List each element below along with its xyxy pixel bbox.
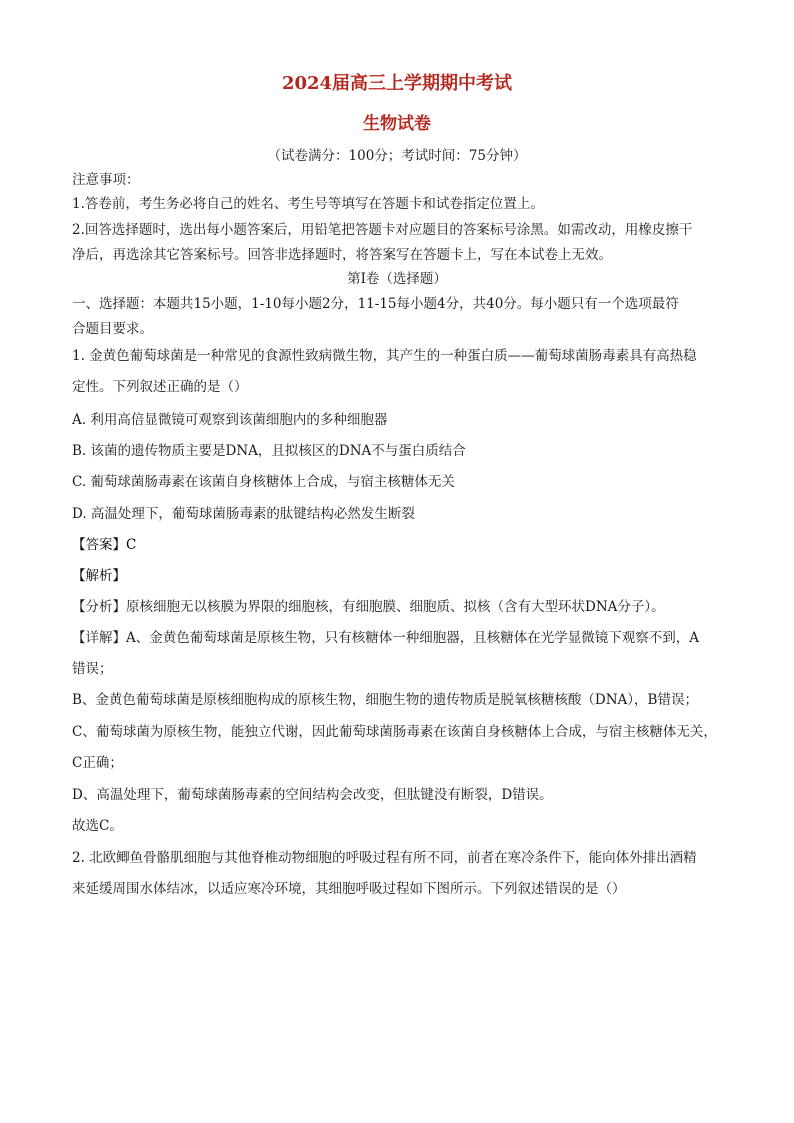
subject-title: 生物试卷 — [363, 114, 431, 134]
notice-item-1: 1.答卷前，考生务必将自己的姓名、考生号等填写在答题卡和试卷指定位置上。 — [72, 196, 544, 212]
q2-stem-line-2: 来延缓周围水体结冰，以适应寒冷环境，其细胞呼吸过程如下图所示。下列叙述错误的是（） — [72, 881, 626, 897]
q1-answer: 【答案】C — [72, 537, 137, 553]
notice-item-2-line-2: 净后，再选涂其它答案标号。回答非选择题时，将答案写在答题卡上，写在本试卷上无效。 — [72, 247, 612, 263]
q1-detail-c-line-2: C正确； — [72, 755, 123, 771]
q1-analysis: 【分析】原核细胞无以核膜为界限的细胞核，有细胞膜、细胞质、拟核（含有大型环状DNA分子）。 — [72, 599, 665, 615]
section-instruction-line-1: 一、选择题：本题共15小题，1-10每小题2分，11-15每小题4分，共40分。每小题只有一个选项最符 — [72, 296, 679, 312]
q1-option-b: B. 该菌的遗传物质主要是DNA，且拟核区的DNA不与蛋白质结合 — [72, 443, 466, 459]
q1-jiexi-label: 【解析】 — [72, 568, 126, 584]
volume-heading: 第Ⅰ卷（选择题） — [347, 271, 447, 287]
notice-heading: 注意事项： — [72, 172, 140, 188]
q2-stem-line-1: 2. 北欧鲫鱼骨骼肌细胞与其他脊椎动物细胞的呼吸过程有所不同，前者在寒冷条件下，能向体外排出酒精 — [72, 850, 697, 866]
q1-detail-d: D、高温处理下，葡萄球菌肠毒素的空间结构会改变，但肽键没有断裂，D错误。 — [72, 787, 553, 803]
notice-item-2-line-1: 2.回答选择题时，选出每小题答案后，用铅笔把答题卡对应题目的答案标号涂黑。如需改动，用橡皮擦干 — [72, 222, 693, 238]
q1-detail-c-line-1: C、葡萄球菌为原核生物，能独立代谢，因此葡萄球菌肠毒素在该菌自身核糖体上合成，与宿主核糖体无关， — [72, 724, 717, 740]
q1-detail-line-1: 【详解】A、金黄色葡萄球菌是原核生物，只有核糖体一种细胞器，且核糖体在光学显微镜下观察不到，A — [72, 630, 699, 646]
q1-stem-line-2: 定性。下列叙述正确的是（） — [72, 379, 248, 395]
q1-detail-b: B、金黄色葡萄球菌是原核细胞构成的原核生物，细胞生物的遗传物质是脱氧核糖核酸（DNA），B错误； — [72, 692, 698, 708]
exam-info: （试卷满分：100分；考试时间：75分钟） — [267, 148, 527, 164]
q1-option-a: A. 利用高倍显微镜可观察到该菌细胞内的多种细胞器 — [72, 412, 388, 428]
q1-stem-line-1: 1. 金黄色葡萄球菌是一种常见的食源性致病微生物，其产生的一种蛋白质——葡萄球菌肠毒素具有高热稳 — [72, 348, 697, 364]
section-instruction-line-2: 合题目要求。 — [72, 321, 153, 337]
q1-option-d: D. 高温处理下，葡萄球菌肠毒素的肽键结构必然发生断裂 — [72, 506, 415, 522]
exam-title: 2024届高三上学期期中考试 — [281, 73, 513, 94]
q1-conclusion: 故选C。 — [72, 818, 123, 834]
q1-option-c: C. 葡萄球菌肠毒素在该菌自身核糖体上合成，与宿主核糖体无关 — [72, 474, 455, 490]
q1-detail-line-2: 错误； — [72, 661, 113, 677]
